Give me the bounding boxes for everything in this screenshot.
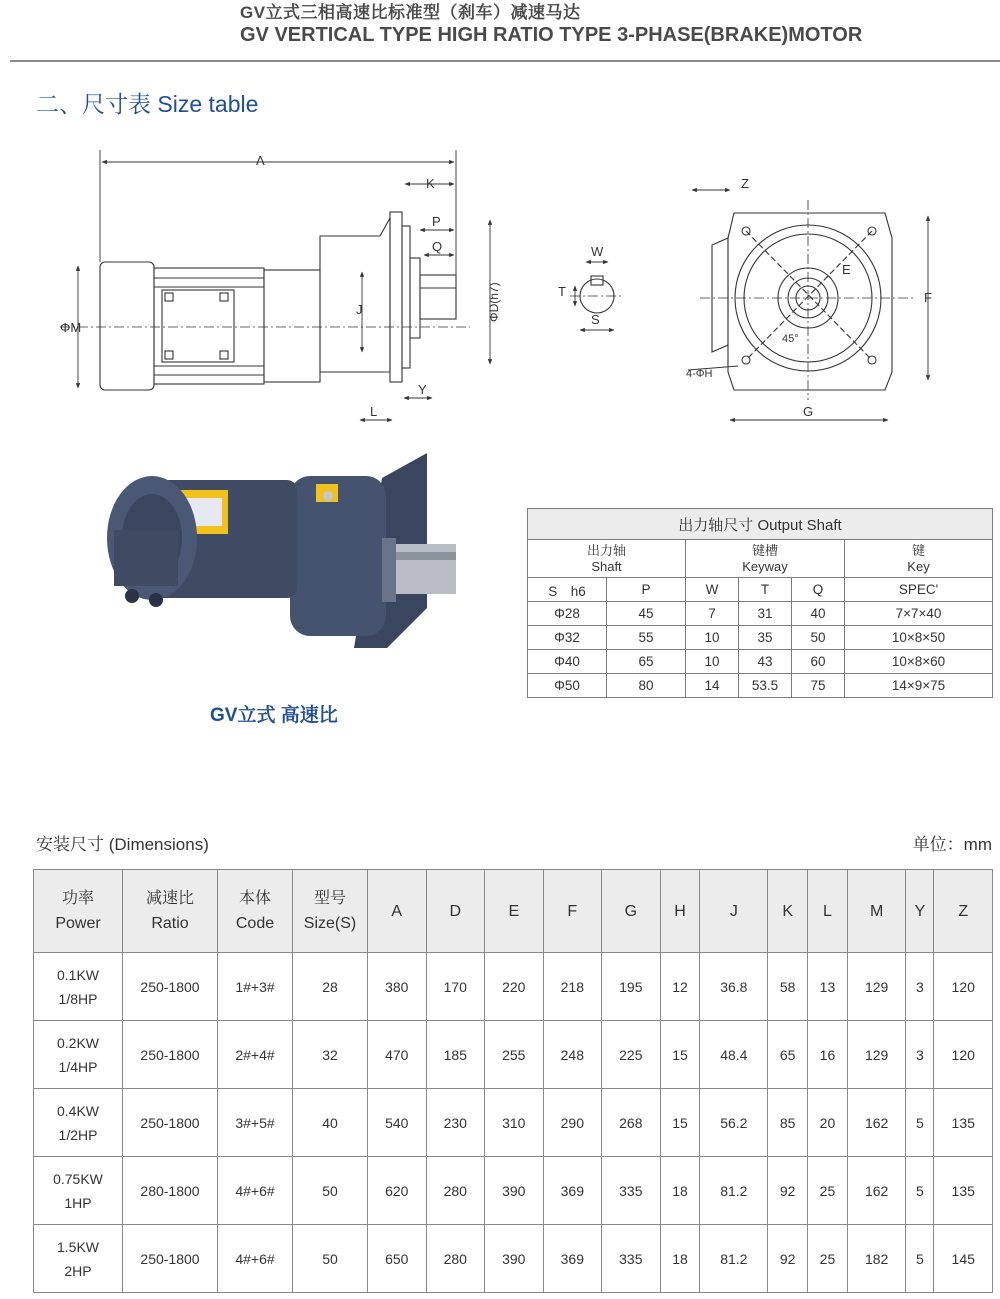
cell-value: 25 xyxy=(808,1225,848,1293)
cell-code: 3#+5# xyxy=(218,1089,293,1157)
table-row xyxy=(528,650,993,674)
photo-caption: GV立式 高速比 xyxy=(210,705,338,726)
cell-value: 3 xyxy=(906,1021,934,1089)
dim-label-y: Y xyxy=(418,382,427,397)
cell-value: 248 xyxy=(543,1021,602,1089)
cell: 14 xyxy=(686,674,739,698)
dim-label-l: L xyxy=(370,404,378,419)
cell-size: 50 xyxy=(293,1157,368,1225)
cell: 60 xyxy=(792,650,845,674)
cell: 35 xyxy=(739,626,792,650)
cell-value: 280 xyxy=(426,1157,485,1225)
table-row xyxy=(34,953,993,1021)
cell-value: 5 xyxy=(906,1157,934,1225)
table-row xyxy=(528,674,993,698)
cell-value: 129 xyxy=(847,1021,906,1089)
group-key: 键 Key xyxy=(845,540,993,578)
unit-label: 单位：mm xyxy=(912,835,992,854)
dim-label-q: Q xyxy=(432,239,443,254)
cell-ratio: 250-1800 xyxy=(123,1021,218,1089)
cell-value: 16 xyxy=(808,1021,848,1089)
cell-size: 40 xyxy=(293,1089,368,1157)
cell-value: 390 xyxy=(485,1225,544,1293)
dim-label-p: P xyxy=(432,214,441,229)
cell-size: 50 xyxy=(293,1225,368,1293)
cell-value: 13 xyxy=(808,953,848,1021)
table-row xyxy=(34,1157,993,1225)
output-shaft-column-row xyxy=(528,578,993,602)
header-g: G xyxy=(602,870,661,953)
cell-value: 218 xyxy=(543,953,602,1021)
product-photo xyxy=(92,448,462,673)
dim-label-t: T xyxy=(558,284,566,299)
cell-value: 230 xyxy=(426,1089,485,1157)
cell-value: 92 xyxy=(768,1225,808,1293)
dim-label-h: 4-ΦH xyxy=(686,368,713,380)
cell: 80 xyxy=(607,674,686,698)
dim-label-w: W xyxy=(591,244,604,259)
section-title: 二、尺寸表 Size table xyxy=(36,91,259,117)
cell-value: 58 xyxy=(768,953,808,1021)
cell-value: 120 xyxy=(934,953,993,1021)
dimensions-header-row xyxy=(34,870,993,953)
header-power: 功率 Power xyxy=(34,870,123,953)
group-shaft: 出力轴 Shaft xyxy=(528,540,686,578)
cell-value: 470 xyxy=(368,1021,427,1089)
cell-value: 540 xyxy=(368,1089,427,1157)
cell-value: 20 xyxy=(808,1089,848,1157)
cell-power: 0.2KW 1/4HP xyxy=(34,1021,123,1089)
output-shaft-table xyxy=(527,508,993,698)
cell-value: 380 xyxy=(368,953,427,1021)
table-row xyxy=(34,1225,993,1293)
cell-value: 5 xyxy=(906,1089,934,1157)
dim-label-f: F xyxy=(924,290,932,305)
col-p: P xyxy=(607,578,686,602)
cell-value: 3 xyxy=(906,953,934,1021)
header-y: Y xyxy=(906,870,934,953)
cell: 10×8×50 xyxy=(845,626,993,650)
page-header xyxy=(240,2,862,46)
cell-value: 65 xyxy=(768,1021,808,1089)
dim-label-e: E xyxy=(842,262,851,277)
cell-value: 369 xyxy=(543,1157,602,1225)
cell: 14×9×75 xyxy=(845,674,993,698)
cell-value: 85 xyxy=(768,1089,808,1157)
header-code: 本体 Code xyxy=(218,870,293,953)
header-m: M xyxy=(847,870,906,953)
cell-value: 280 xyxy=(426,1225,485,1293)
cell: 55 xyxy=(607,626,686,650)
cell-value: 15 xyxy=(660,1021,700,1089)
table-row xyxy=(34,1021,993,1089)
dim-label-a: A xyxy=(256,153,265,168)
cell: 53.5 xyxy=(739,674,792,698)
cell-ratio: 250-1800 xyxy=(123,1089,218,1157)
cell-value: 92 xyxy=(768,1157,808,1225)
cell-value: 135 xyxy=(934,1157,993,1225)
cell-value: 369 xyxy=(543,1225,602,1293)
cell: 7×7×40 xyxy=(845,602,993,626)
title-chinese: GV立式三相高速比标准型（刹车）减速马达 xyxy=(240,3,581,22)
cell: 75 xyxy=(792,674,845,698)
dimensions-table xyxy=(33,869,993,1293)
cell-value: 18 xyxy=(660,1225,700,1293)
cell-ratio: 250-1800 xyxy=(123,953,218,1021)
col-q: Q xyxy=(792,578,845,602)
dimensions-label: 安装尺寸 (Dimensions) xyxy=(36,835,209,854)
header-j: J xyxy=(700,870,768,953)
cell: 43 xyxy=(739,650,792,674)
cell-value: 36.8 xyxy=(700,953,768,1021)
cell-value: 81.2 xyxy=(700,1157,768,1225)
cell-value: 225 xyxy=(602,1021,661,1089)
cell: 10 xyxy=(686,626,739,650)
cell-value: 145 xyxy=(934,1225,993,1293)
header-size: 型号 Size(S) xyxy=(293,870,368,953)
cell: Φ28 xyxy=(528,602,607,626)
header-f: F xyxy=(543,870,602,953)
front-view xyxy=(712,213,892,390)
cell-value: 310 xyxy=(485,1089,544,1157)
cell-value: 170 xyxy=(426,953,485,1021)
cell-value: 129 xyxy=(847,953,906,1021)
cell-value: 135 xyxy=(934,1089,993,1157)
cell: Φ40 xyxy=(528,650,607,674)
cell-power: 0.1KW 1/8HP xyxy=(34,953,123,1021)
cell-value: 268 xyxy=(602,1089,661,1157)
header-k: K xyxy=(768,870,808,953)
cell-code: 4#+6# xyxy=(218,1225,293,1293)
cell-value: 162 xyxy=(847,1157,906,1225)
cell-size: 32 xyxy=(293,1021,368,1089)
dim-label-angle: 45° xyxy=(782,333,799,345)
cell-value: 48.4 xyxy=(700,1021,768,1089)
header-h: H xyxy=(660,870,700,953)
cell-code: 4#+6# xyxy=(218,1157,293,1225)
side-view xyxy=(100,212,456,390)
cell: 10 xyxy=(686,650,739,674)
col-t: T xyxy=(739,578,792,602)
cell-value: 12 xyxy=(660,953,700,1021)
cell-power: 1.5KW 2HP xyxy=(34,1225,123,1293)
cell-value: 335 xyxy=(602,1157,661,1225)
cell-value: 335 xyxy=(602,1225,661,1293)
output-shaft-title: 出力轴尺寸 Output Shaft xyxy=(528,509,993,540)
dimensions-body xyxy=(34,953,993,1293)
cell: Φ32 xyxy=(528,626,607,650)
cell-code: 1#+3# xyxy=(218,953,293,1021)
cell-value: 56.2 xyxy=(700,1089,768,1157)
output-shaft-title-row xyxy=(528,509,993,540)
header-e: E xyxy=(485,870,544,953)
header-divider xyxy=(10,60,1000,62)
cell-value: 195 xyxy=(602,953,661,1021)
shaft-section xyxy=(580,276,614,313)
cell-value: 15 xyxy=(660,1089,700,1157)
cell: 65 xyxy=(607,650,686,674)
cell-ratio: 250-1800 xyxy=(123,1225,218,1293)
cell-value: 81.2 xyxy=(700,1225,768,1293)
cell-value: 620 xyxy=(368,1157,427,1225)
cell: 50 xyxy=(792,626,845,650)
cell-value: 162 xyxy=(847,1089,906,1157)
output-shaft-group-row xyxy=(528,540,993,578)
cell-value: 650 xyxy=(368,1225,427,1293)
cell: Φ50 xyxy=(528,674,607,698)
dim-label-m: ΦM xyxy=(60,320,82,335)
table-row xyxy=(34,1089,993,1157)
header-d: D xyxy=(426,870,485,953)
col-spec: SPEC' xyxy=(845,578,993,602)
cell-value: 390 xyxy=(485,1157,544,1225)
cell-ratio: 280-1800 xyxy=(123,1157,218,1225)
dim-label-z: Z xyxy=(741,176,749,191)
cell-power: 0.4KW 1/2HP xyxy=(34,1089,123,1157)
cell-value: 25 xyxy=(808,1157,848,1225)
dim-label-g: G xyxy=(803,404,814,419)
header-a: A xyxy=(368,870,427,953)
cell-value: 18 xyxy=(660,1157,700,1225)
cell: 10×8×60 xyxy=(845,650,993,674)
cell-value: 185 xyxy=(426,1021,485,1089)
cell-value: 290 xyxy=(543,1089,602,1157)
table-row xyxy=(528,602,993,626)
cell: 45 xyxy=(607,602,686,626)
cell-code: 2#+4# xyxy=(218,1021,293,1089)
cell-value: 120 xyxy=(934,1021,993,1089)
group-keyway: 键槽 Keyway xyxy=(686,540,845,578)
cell-value: 255 xyxy=(485,1021,544,1089)
cell-value: 220 xyxy=(485,953,544,1021)
cell: 7 xyxy=(686,602,739,626)
table-row xyxy=(528,626,993,650)
cell-size: 28 xyxy=(293,953,368,1021)
dim-label-k: K xyxy=(426,176,435,191)
dim-label-s: S xyxy=(591,312,600,327)
cell-power: 0.75KW 1HP xyxy=(34,1157,123,1225)
header-ratio: 减速比 Ratio xyxy=(123,870,218,953)
cell: 40 xyxy=(792,602,845,626)
cell-value: 182 xyxy=(847,1225,906,1293)
title-english: GV VERTICAL TYPE HIGH RATIO TYPE 3-PHASE(BRAKE)MOTOR xyxy=(240,24,863,46)
cell: 31 xyxy=(739,602,792,626)
cell-value: 5 xyxy=(906,1225,934,1293)
dimension-drawing xyxy=(0,140,1000,440)
col-s-h6: S h6 xyxy=(528,578,607,602)
dim-label-d: ΦD(h7) xyxy=(487,282,501,322)
header-z: Z xyxy=(934,870,993,953)
col-w: W xyxy=(686,578,739,602)
dim-label-j: J xyxy=(356,302,363,317)
header-l: L xyxy=(808,870,848,953)
